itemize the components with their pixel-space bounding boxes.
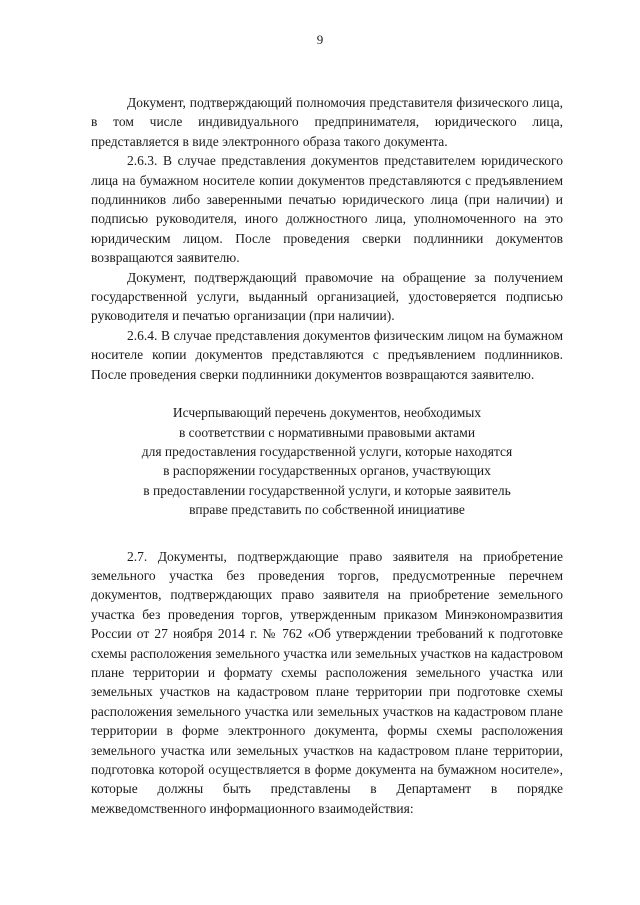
paragraph-2-7: 2.7. Документы, подтверждающие право заявителя на приобретение земельного участка без проведения торгов, предусмотренные перечнем документов, подтверждающих право заявителя на приобретение земельного участка без проведения торгов, утвержденным приказом Минэкономразвития России от 27 ноября 2014 г. № 762 «Об утверждении требований к подготовке схемы расположения земельного участка или земельных участков на кадастровом плане территории и формату схемы расположения земельного участка или земельных участков на кадастровом плане территории при подготовке схемы расположения земельного участка или земельных участков на кадастровом плане территории в форме электронного документа, формы схемы расположения земельного участка или земельных участков на кадастровом плане территории, подготовка которой осуществляется в форме документа на бумажном носителе», которые должны быть представлены в Департамент в порядке межведомственного информационного взаимодействия: (91, 548, 563, 816)
heading-line: в соответствии с нормативными правовыми актами (178, 424, 476, 440)
document-body (91, 93, 563, 818)
heading-line: вправе представить по собственной инициативе (189, 502, 465, 518)
section-heading (91, 403, 563, 519)
paragraph-authority-document: Документ, подтверждающий правомочие на обращение за получением государственной услуги, выданный организацией, удостоверяется подписью руководителя и печатью организации (при наличии). (91, 269, 563, 324)
heading-line: для предоставления государственной услуги, которые находятся (141, 443, 513, 459)
heading-line: Исчерпывающий перечень документов, необходимых (172, 405, 482, 421)
paragraph-2-6-3: 2.6.3. В случае представления документов представителем юридического лица на бумажном носителе копии документов представляются с предъявлением подлинников либо заверенными печатью юридического лица (при наличии) и подписью руководителя, иного должностного лица, уполномоченного на это юридическим лицом. После проведения сверки подлинники документов возвращаются заявителю. (91, 153, 563, 266)
paragraph-representative-document: Документ, подтверждающий полномочия представителя физического лица, в том числе индивидуального предпринимателя, юридического лица, представляется в виде электронного образа такого документа. (91, 95, 563, 149)
page-number: 9 (316, 32, 324, 47)
paragraph-2-6-4: 2.6.4. В случае представления документов физическим лицом на бумажном носителе копии документов представляются с предъявлением подлинников. После проведения сверки подлинники документов возвращаются заявителю. (91, 327, 563, 382)
heading-line: в распоряжении государственных органов, участвующих (163, 463, 491, 479)
heading-line: в предоставлении государственной услуги, и которые заявитель (143, 482, 511, 498)
